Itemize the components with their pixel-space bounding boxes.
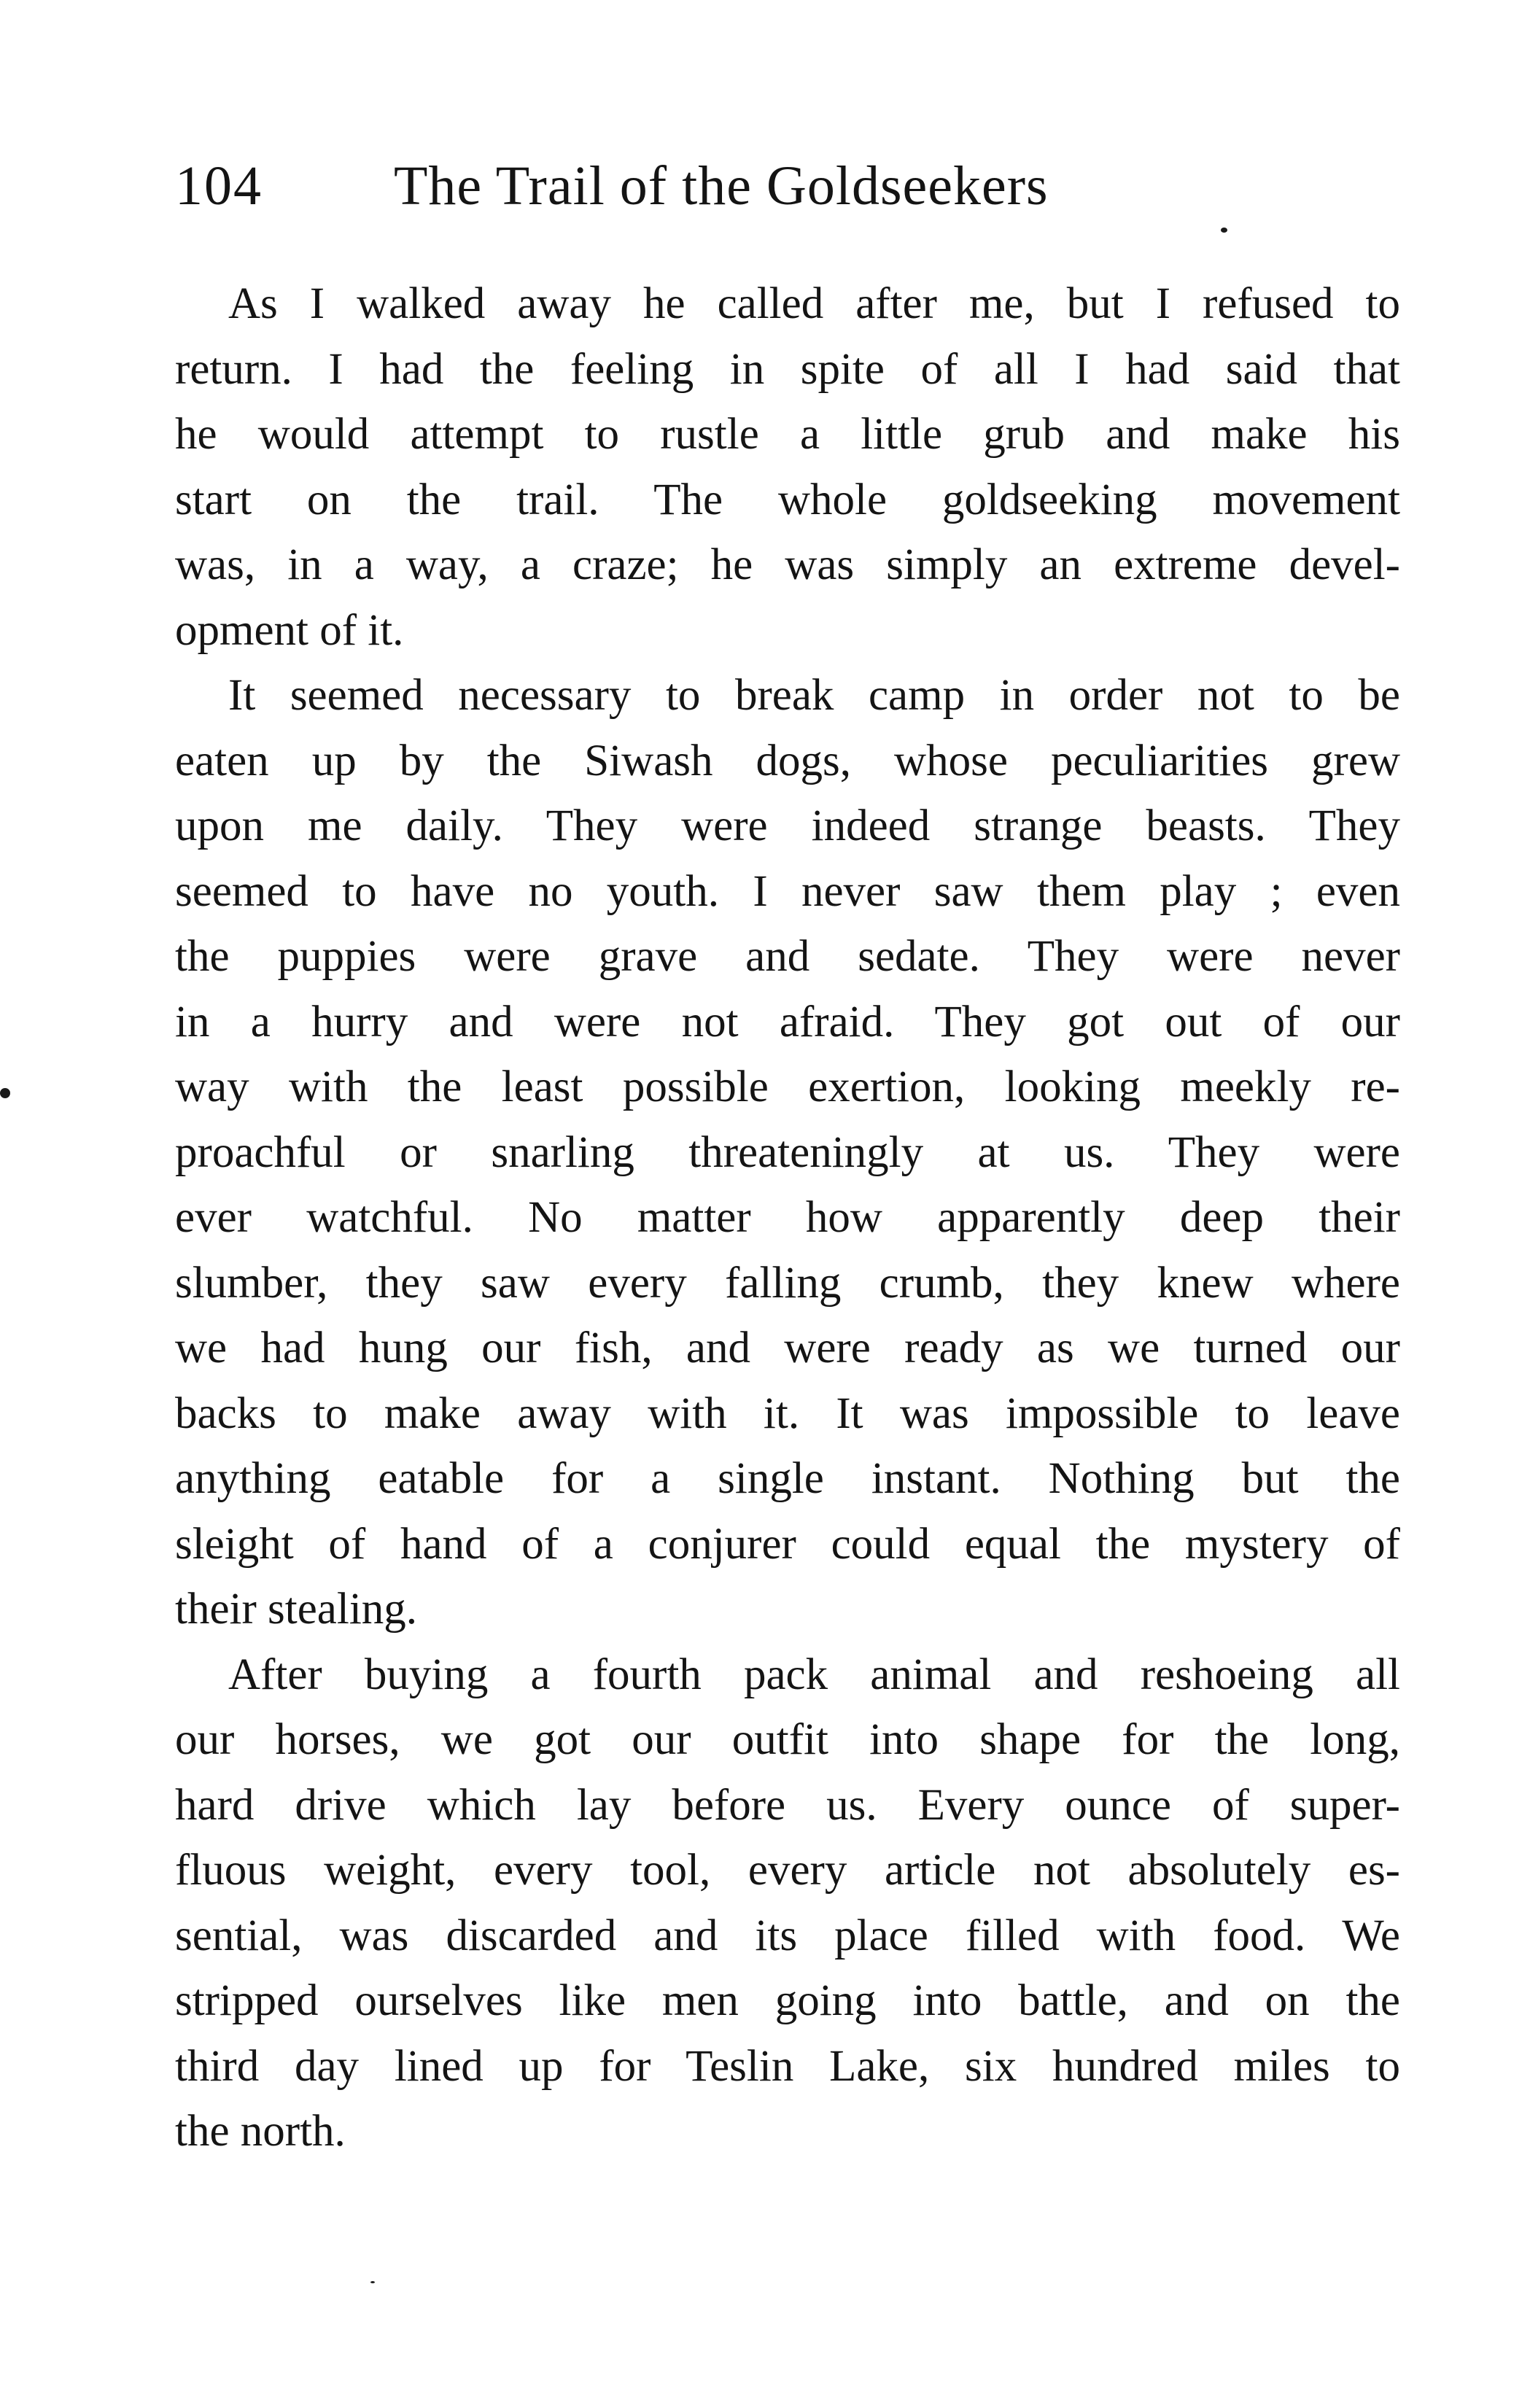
paragraph-3 — [175, 1642, 1400, 2164]
text-line: anything eatable for a single instant. Nothing but the — [175, 1454, 1400, 1503]
ink-speck — [370, 2281, 375, 2283]
text-line: seemed to have no youth. I never saw them play ; even — [175, 866, 1400, 916]
paragraph-2 — [175, 663, 1400, 1642]
text-line: opment of it. — [175, 605, 404, 655]
ink-speck — [0, 1088, 10, 1098]
text-line: our horses, we got our outfit into shape for the long, — [175, 1715, 1400, 1764]
running-head — [175, 149, 1269, 222]
text-line: ever watchful. No matter how apparently deep their — [175, 1193, 1400, 1242]
page-number: 104 — [175, 155, 263, 217]
text-line: sleight of hand of a conjurer could equal the mystery of — [175, 1519, 1400, 1569]
text-line: return. I had the feeling in spite of all I had said that — [175, 344, 1400, 394]
text-line: he would attempt to rustle a little grub and make his — [175, 410, 1400, 459]
text-line: It seemed necessary to break camp in order not to be — [228, 671, 1400, 720]
text-line: third day lined up for Teslin Lake, six hundred miles to — [175, 2041, 1400, 2091]
text-line: we had hung our fish, and were ready as we turned our — [175, 1324, 1400, 1372]
text-line: As I walked away he called after me, but I refused to — [228, 279, 1400, 328]
paragraph-1 — [175, 271, 1400, 663]
text-line: slumber, they saw every falling crumb, they knew where — [175, 1258, 1400, 1308]
text-line: the north. — [175, 2107, 346, 2156]
text-line: their stealing. — [175, 1585, 418, 1634]
text-line: sential, was discarded and its place filled with food. We — [175, 1911, 1400, 1960]
text-line: upon me daily. They were indeed strange beasts. They — [175, 801, 1400, 850]
text-line: start on the trail. The whole goldseeking movement — [175, 475, 1400, 524]
text-line: stripped ourselves like men going into battle, and on the — [175, 1976, 1400, 2025]
text-line: in a hurry and were not afraid. They got out of our — [175, 997, 1400, 1046]
text-line: was, in a way, a craze; he was simply an extreme devel- — [175, 540, 1400, 589]
text-line: hard drive which lay before us. Every ounce of super- — [175, 1780, 1400, 1830]
text-line: way with the least possible exertion, looking meekly re- — [175, 1063, 1400, 1111]
running-title: The Trail of the Goldseekers — [394, 155, 1049, 217]
text-line: proachful or snarling threateningly at us. They were — [175, 1127, 1400, 1177]
text-line: eaten up by the Siwash dogs, whose peculiarities grew — [175, 736, 1400, 785]
text-line: After buying a fourth pack animal and reshoeing all — [228, 1650, 1400, 1699]
ink-speck — [1221, 228, 1227, 233]
text-line: backs to make away with it. It was impossible to leave — [175, 1389, 1400, 1438]
text-line: the puppies were grave and sedate. They were never — [175, 932, 1400, 981]
body-text — [175, 271, 1400, 2164]
text-line: fluous weight, every tool, every article not absolutely es- — [175, 1846, 1400, 1895]
